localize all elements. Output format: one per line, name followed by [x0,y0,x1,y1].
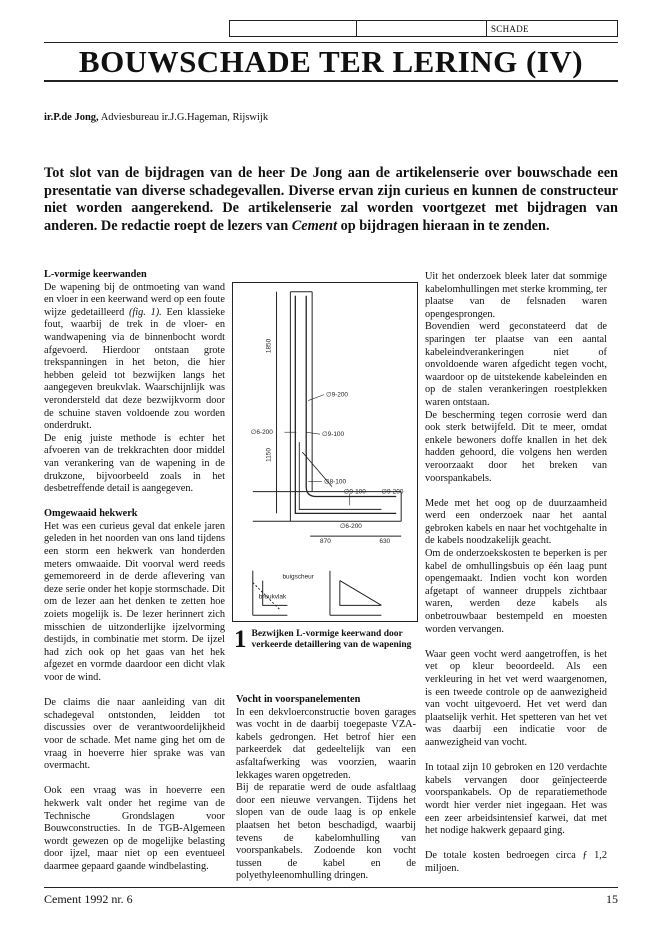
author-name: ir.P.de Jong, [44,112,99,123]
paragraph: Uit het onderzoek bleek later dat sommige kabelomhullingen met sterke kromming, ter plaatse van de felsnaden waren opengesprongen. [425,271,607,320]
column-2 [236,694,416,896]
title-rule-top [44,42,618,43]
intro-text-end: op bijdragen hieraan in te zenden. [340,218,550,235]
leader-line [306,432,320,434]
paragraph: De bescherming tegen corrosie werd dan ook sterk betwijfeld. Dit te meer, omdat enkele bewoners doffe knallen in het dek hadden gehoord, die volgens hen werden veroorzaakt door het breken van voorspankabels. [425,409,607,484]
author-affiliation: Adviesbureau ir.J.G.Hageman, Rijswijk [100,112,269,123]
section-heading: L-vormige keerwanden [44,269,147,280]
intro-magazine-name: Cement [291,218,338,235]
rebar-label: ∅9-200 [381,488,404,496]
paragraph: Bij de reparatie werd de oude asfaltlaag door een nieuwe vervangen. Tijdens het slopen van de oude laag is op enkele plaatsen het beton beschadigd, waarbij tevens de kabelomhulling van voorspankabels. Zodoende kon vocht tussen de kabel en de polyethyleenomhulling dringen. [236,782,416,882]
paragraph: Bovendien werd geconstateerd dat de sparingen ter plaatse van een aantal kabeleindverankeringen niet of onvoldoende waren afgedicht tegen vocht, waardoor op de uitstekende kabeleinden en op de stalen verankeringen roestplekken waren ontstaan. [425,321,607,408]
figure-caption [234,626,419,653]
section-header-box [229,20,618,37]
rebar-extra [299,442,381,509]
paragraph: In totaal zijn 10 gebroken en 120 verdachte kabels vervangen door geïnjecteerde voorspankabels. Op de reparatiemethode wordt hier verder niet ingegaan. Het was een zeer arbeidsintensief karwei, dat met het nodige hakwerk gepaard ging. [425,762,607,837]
paragraph: Om de onderzoekskosten te beperken is per kabel de omhullingsbuis op één laag punt opengemaakt. Indien vocht kon worden afgetapt of wanneer druppels zichtbaar waren, werden deze kabels als onbetrouwbaar bestempeld en moesten worden vervangen. [425,548,607,635]
section-heading: Omgewaaid hekwerk [44,508,138,520]
dimension-label: 1150 [265,448,273,462]
journal-issue: Cement 1992 nr. 6 [44,892,133,906]
title-rule-bottom [44,80,618,82]
figure-reference: (fig. 1). [128,306,162,318]
footer-rule [44,887,618,888]
figure-1-drawing [232,282,418,622]
rebar-label: ∅9-100 [343,488,366,496]
paragraph: In een dekvloerconstructie boven garages was vocht in de daarbij toegepaste VZA-kabels gedrongen. Het betrof hier een parkeerdek dat gedeeltelijk van een asfaltafwerking was voorzien, waarin lekkages waren opgetreden. [236,706,416,781]
paragraph: Mede met het oog op de duurzaamheid werd een onderzoek naar het aantal gebroken kabels en naar het vochtgehalte in de kabels noodzakelijk geacht. [425,497,607,547]
article-title: BOUWSCHADE TER LERING (IV) [78,44,584,79]
paragraph: Het was een curieus geval dat enkele jaren geleden in het noorden van ons land tijdens een storm een hekwerk van honderden meters omwaaide. Dit voorval werd reeds gememoreerd in de derde aflevering van deze serie onder het kopje stormschade. Dit om de lezer aan het denken te zetten hoe zoiets mogelijk is. De lezer herinnert zich misschien de uitzonderlijke ijzelvorming destijds, in combinatie met storm. De ijzel had zich ook op het gaas van het hek afgezet en vormde daardoor een dicht vlak voor de wind. [44,520,225,683]
rebar-label: ∅6-200 [339,523,362,531]
dimension-label: 870 [320,538,331,546]
caption-number: 1 [234,626,247,653]
section-label: SCHADE [491,24,529,34]
paragraph: De enig juiste methode is echter het afvoeren van de trekkrachten door middel van verankering van de wapening in de drukzone, bijvoorbeeld zoals in het desbetreffende detail is aangegeven. [44,432,225,495]
dimension-label: 1850 [265,338,273,354]
paragraph: De wapening bij de ontmoeting van wand en vloer in een keerwand werd op een foute wijze gedetailleerd (fig. 1). Een klassieke fout, waarbij de trek in de vloer- en wandwapening via de binnenbocht wordt afgevoerd. Hierdoor ontstaan grote trekspanningen in het beton, die hier hebben geleid tot bezwijken langs het aangegeven breukvlak. Waarschijnlijk was verondersteld dat deze bezwijkvorm door de schuine staven voldoende zou worden onderdrukt. [44,281,225,432]
intro-text: Tot slot van de bijdragen van de heer De Jong aan de artikelenserie over bouwschade een presentatie van diverse schadegevallen. Diverse ervan zijn curieus en kunnen de constructeur niet worden aangerekend. De artikelenserie zal worden voortgezet met bijdragen van anderen. De redactie roept de lezers van [44,165,618,235]
header-cell-empty [230,21,357,36]
intro-paragraph [44,165,618,236]
header-cell-empty [357,21,487,36]
detail-sketch-right [330,571,381,616]
rebar-label: ∅8-100 [324,478,347,486]
leader-line [308,395,324,401]
page-number: 15 [606,892,618,906]
rebar-label: ∅9-100 [322,431,345,439]
paragraph: De totale kosten bedroegen circa ƒ 1,2 miljoen. [425,850,607,874]
paragraph: Ook een vraag was in hoeverre een hekwerk valt onder het regime van de Technische Grondslagen voor Bouwconstructies. In de TGB-Algemeen wordt gewezen op de mogelijke belasting door ijzel, maar niet op een eventueel daarmee gepaard gaande windbelasting. [44,785,225,872]
section-heading: Vocht in voorspanelementen [236,694,361,705]
paragraph: De claims die naar aanleiding van dit schadegeval ontstonden, leidden tot discussies over de verantwoordelijkheid voor de schade. Met name ging het om de vraag in hoeverre hier sprake was van overmacht. [44,697,225,772]
dimension-label: 630 [379,538,391,546]
caption-text: Bezwijken L-vormige keerwand door verkeerde detaillering van de wapening [251,629,412,651]
author-line [44,112,268,123]
detail-label: buigscheur [282,573,314,581]
detail-label: breukvlak [258,593,287,601]
column-1 [44,269,225,886]
paragraph: Waar geen vocht werd aangetroffen, is het vet op kleur beoordeeld. Als een verkleuring in het vet werd waargenomen, is een tweede controle op de aanwezigheid van vocht uitgevoerd. Het vet werd dan plaatselijk verhit. Het spetteren van het vet was daarbij een indicatie voor de aanwezigheid van vocht. [425,648,607,748]
rebar-label: ∅9-200 [325,391,349,399]
rebar-label: ∅6-200 [250,429,273,437]
column-3 [425,271,607,888]
